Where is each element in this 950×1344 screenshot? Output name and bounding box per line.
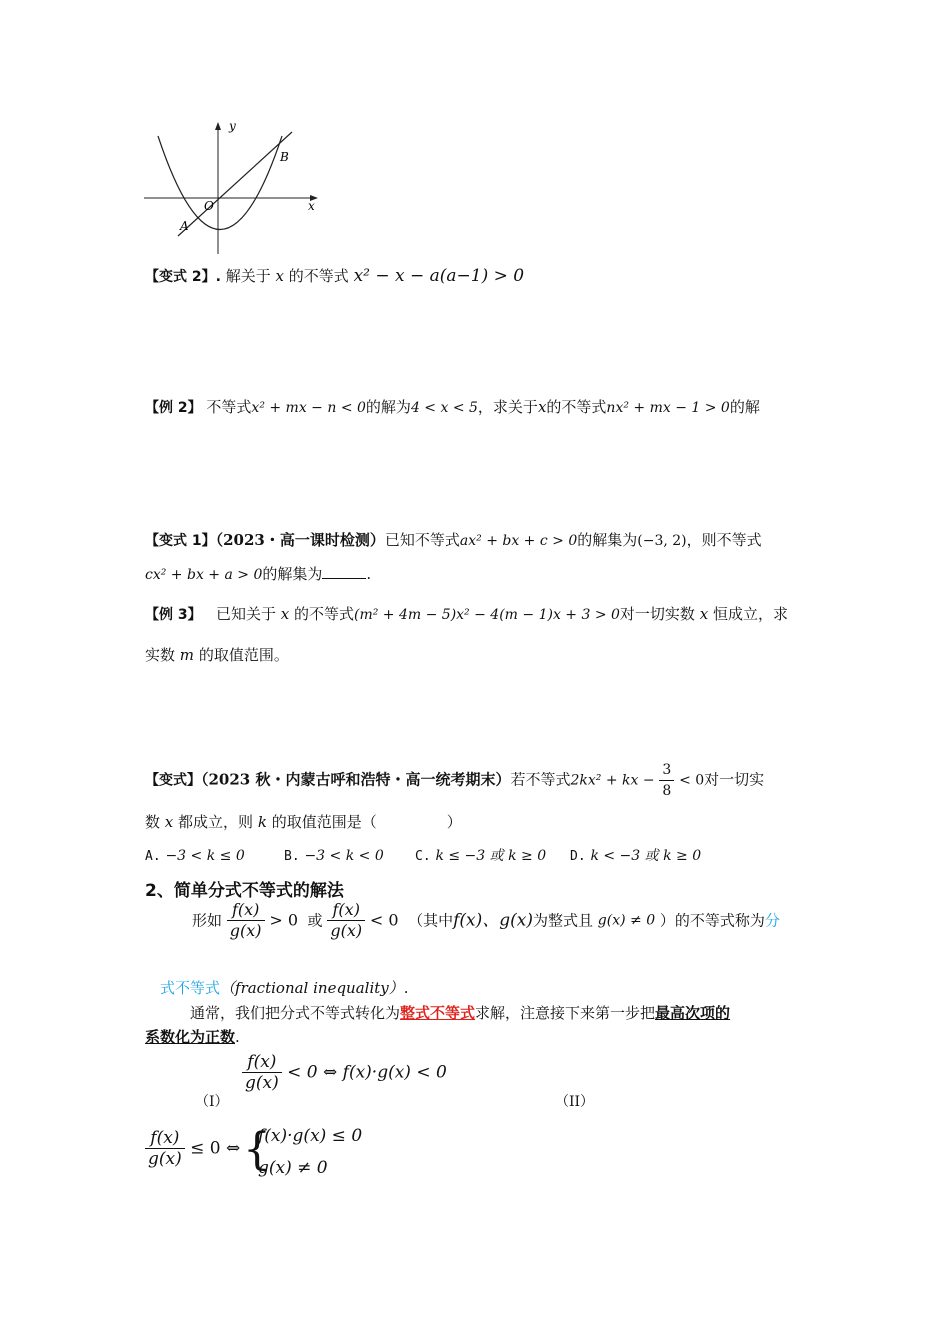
example-3-text3: 对一切实数 [619, 605, 695, 623]
definition-text-qizhong: （其中 [408, 911, 454, 930]
method-paragraph-line2 [145, 1027, 240, 1047]
variant-3 [145, 760, 764, 801]
rule-2-rel: ≤ 0 ⇔ [190, 1138, 241, 1159]
paragraph-red-term: 整式不等式 [400, 1004, 476, 1022]
option-d-key: D. [570, 849, 586, 864]
definition-rel-1: > 0 [269, 910, 298, 930]
definition-line [192, 900, 780, 941]
variant-3-text1: 若不等式 [510, 770, 571, 789]
variant-1-math1: ax² + bx + c > 0 [459, 533, 578, 549]
rule-2-case-2: g(x) ≠ 0 [258, 1158, 328, 1178]
option-c-key: C. [415, 849, 431, 864]
label-i: （I） [195, 1094, 229, 1110]
example-2-text2: 的解为 [365, 398, 411, 416]
term-part-a: 分 [764, 911, 780, 930]
fraction-2-denominator: g(x) [330, 921, 363, 940]
rule-2 [145, 1128, 240, 1169]
graph-y-label: y [229, 119, 236, 133]
rule-2-numerator: f(x) [145, 1128, 185, 1149]
definition-text-xingru: 形如 [192, 911, 223, 930]
example-2-text4: 的不等式 [546, 398, 607, 416]
example-2-text1: 不等式 [206, 398, 252, 416]
graph-x-label: x [308, 199, 315, 213]
example-2 [145, 397, 760, 418]
variant-2-text1: 解关于 [225, 267, 271, 285]
section-2-heading: 2、简单分式不等式的解法 [145, 881, 344, 901]
paragraph-text1: 通常，我们把分式不等式转化为 [190, 1004, 401, 1022]
paragraph-end: . [235, 1028, 240, 1046]
variant-1-source: （2023・高一课时检测） [215, 531, 385, 549]
variant-3-line2-text3: 的取值范围是（ [271, 813, 377, 831]
y-axis-arrow-icon [215, 122, 221, 130]
method-paragraph [190, 1003, 730, 1023]
variant-3-text2: 对一切实 [704, 770, 765, 789]
graph-point-a: A [180, 219, 189, 233]
definition-text-huo: 或 [307, 911, 323, 930]
variant-3-label: 【变式】 [145, 772, 201, 789]
example-2-text3: ，求关于 [477, 398, 538, 416]
paragraph-text2: 求解，注意接下来第一步把 [475, 1004, 656, 1022]
variant-1-line2 [145, 564, 371, 585]
example-3-text2: 的不等式 [293, 605, 354, 623]
option-b-value: −3 < k < 0 [304, 848, 384, 864]
variant-2-label: 【变式 2】. [145, 269, 221, 285]
example-3-line2-text2: 的取值范围。 [198, 646, 289, 664]
fraction-2-numerator: f(x) [327, 900, 365, 921]
variant-1-math2: (−3, 2) [637, 533, 687, 549]
example-2-math3: nx² + mx − 1 > 0 [606, 400, 730, 416]
line-ab [178, 132, 292, 236]
example-2-label: 【例 2】 [145, 400, 202, 416]
rule-1 [242, 1052, 447, 1093]
term-english: （fractional inequality） [220, 979, 404, 997]
rule-2-brace-icon: { [243, 1124, 271, 1175]
variant-1-text5: . [366, 565, 372, 583]
parabola-line-graph [140, 118, 330, 258]
definition-text-close: ）的不等式称为 [659, 911, 765, 930]
variant-1-math3: cx² + bx + a > 0 [145, 567, 263, 583]
variant-2-text2: 的不等式 [288, 267, 349, 285]
example-3-label: 【例 3】 [145, 607, 202, 623]
variant-3-var-k: k [257, 813, 267, 831]
variant-3-math-b: < 0 [679, 772, 705, 789]
rule-2-fraction [145, 1128, 185, 1169]
answer-blank [322, 564, 366, 579]
parabola-curve [158, 136, 282, 230]
rule-2-denominator: g(x) [148, 1149, 182, 1169]
variant-3-math-a: 2kx² + kx − [570, 772, 655, 789]
fraction-numerator: 3 [659, 760, 674, 781]
variant-2-var: x [275, 267, 284, 285]
rule-2-case-1: f(x)·g(x) ≤ 0 [258, 1126, 363, 1146]
option-c[interactable] [415, 845, 546, 867]
definition-math-fg: f(x)、g(x) [453, 910, 533, 931]
definition-fraction-2 [327, 900, 365, 941]
term-period: . [403, 979, 409, 997]
option-a-key: A. [145, 849, 161, 864]
variant-1-text1: 已知不等式 [384, 531, 460, 549]
rule-1-denominator: g(x) [245, 1073, 279, 1093]
fraction-denominator: 8 [662, 783, 672, 799]
variant-3-fraction [659, 760, 674, 801]
example-3-var3: m [179, 646, 195, 664]
variant-3-line2-text1: 数 [145, 813, 161, 831]
example-2-math1: x² + mx − n < 0 [251, 400, 366, 416]
example-3-line2-text1: 实数 [145, 646, 176, 664]
option-a-value: −3 < k ≤ 0 [165, 848, 245, 864]
example-3-var2: x [699, 605, 709, 623]
fraction-1-numerator: f(x) [227, 900, 265, 921]
term-part-b: 式不等式 [160, 979, 221, 997]
variant-1-text2: 的解集为 [577, 531, 638, 549]
variant-1-label: 【变式 1】 [145, 533, 216, 549]
definition-math-gne: g(x) ≠ 0 [597, 912, 656, 929]
example-3-math: (m² + 4m − 5)x² − 4(m − 1)x + 3 > 0 [354, 607, 620, 623]
label-ii: （II） [555, 1094, 595, 1110]
example-3-text1: 已知关于 [215, 605, 276, 623]
definition-line-2 [160, 978, 409, 998]
graph-origin-label: O [204, 199, 214, 213]
example-2-math2: 4 < x < 5 [410, 400, 478, 416]
example-2-text5: 的解 [729, 398, 760, 416]
example-3-var1: x [280, 605, 290, 623]
fraction-1-denominator: g(x) [229, 921, 262, 940]
rule-1-rhs: < 0 ⇔ f(x)·g(x) < 0 [287, 1062, 447, 1083]
variant-3-line2 [145, 812, 462, 832]
graph-point-b: B [280, 150, 289, 164]
variant-2 [145, 266, 524, 287]
paragraph-bold1: 最高次项的 [655, 1004, 731, 1022]
variant-1-text3: ，则不等式 [686, 531, 762, 549]
definition-rel-2: < 0 [369, 910, 399, 930]
option-b[interactable] [284, 845, 384, 867]
variant-1 [145, 530, 762, 551]
option-a[interactable] [145, 845, 245, 867]
option-c-value: k ≤ −3 或 k ≥ 0 [435, 848, 547, 864]
variant-3-line2-text4: ） [446, 813, 462, 831]
example-3 [145, 604, 788, 625]
example-2-var: x [537, 398, 547, 416]
definition-text-zhengshi: 为整式且 [533, 911, 594, 930]
example-3-line2 [145, 645, 289, 665]
variant-3-var-x: x [164, 813, 174, 831]
paragraph-bold2: 系数化为正数 [145, 1028, 236, 1046]
definition-fraction-1 [227, 900, 265, 941]
option-b-key: B. [284, 849, 300, 864]
example-3-text4: 恒成立，求 [712, 605, 788, 623]
variant-3-line2-text2: 都成立，则 [178, 813, 254, 831]
option-d-value: k < −3 或 k ≥ 0 [590, 848, 702, 864]
variant-1-text4: 的解集为 [262, 565, 323, 583]
variant-2-math: x² − x − a(a−1) > 0 [353, 266, 525, 286]
rule-1-fraction [242, 1052, 282, 1093]
rule-1-numerator: f(x) [242, 1052, 282, 1073]
variant-3-source: （2023 秋・内蒙古呼和浩特・高一统考期末） [201, 770, 511, 789]
option-d[interactable] [570, 845, 701, 867]
